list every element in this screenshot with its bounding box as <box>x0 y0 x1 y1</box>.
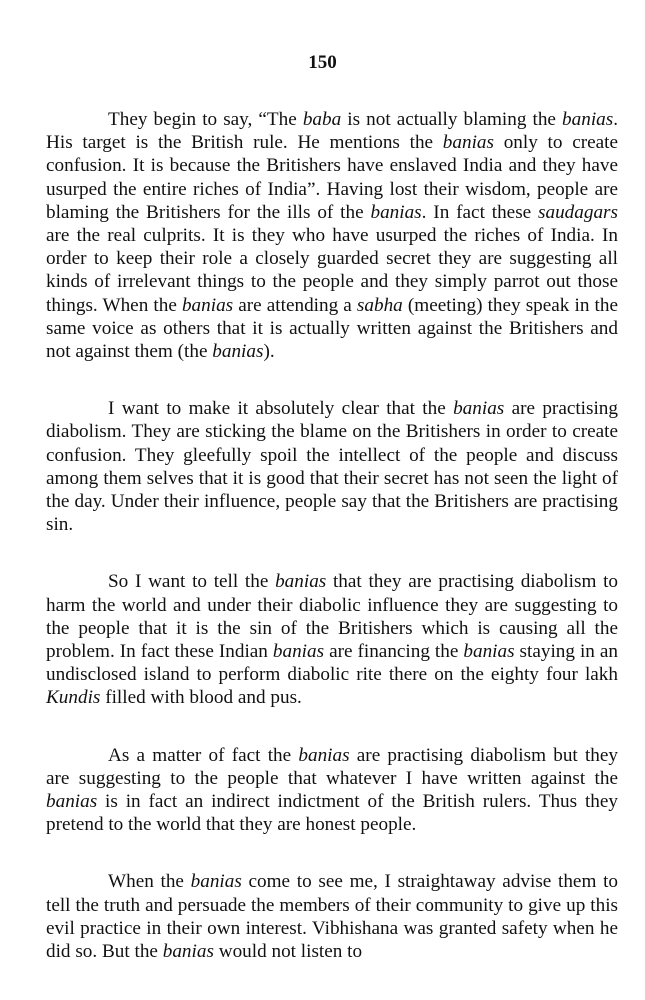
text-run: When the <box>108 871 191 893</box>
text-run: is not actually blaming the <box>341 109 563 130</box>
paragraph <box>46 744 618 837</box>
italic-term: banias <box>463 641 515 663</box>
italic-term: banias <box>272 641 325 663</box>
text-run: is in fact an indirect indictment of the British rulers. Thus they pretend to the world that they are honest people. <box>46 791 618 836</box>
text-run: are the real culprits. It is they who have usurped the riches of India. In order to keep their role a closely guarded secret they are suggesting all kinds of irrelevant things to the people and they simply parrot out those things. When the <box>46 225 618 316</box>
text-run: . In fact these <box>421 201 539 223</box>
italic-term: saudagars <box>538 201 618 223</box>
italic-term: Kundis <box>46 687 101 709</box>
text-run: I want to make it absolutely clear that the <box>108 398 454 420</box>
body-text <box>46 108 618 997</box>
italic-term: banias <box>453 398 505 420</box>
italic-term: sabha <box>356 294 403 316</box>
italic-term: banias <box>190 871 242 893</box>
text-run: are attending a <box>233 294 357 316</box>
paragraph <box>46 570 618 709</box>
text-run: come to see me, I straightaway advise them to tell the truth and persuade the members of their community to give up this evil practice in their own interest. Vibhishana was granted safety when he did so. But the <box>46 871 618 963</box>
text-run: only to create confusion. It is because the Britishers have enslaved India and they have usurped the entire riches of India”. Having lost their wisdom, people are blaming the Britishers for the ills of the <box>46 132 618 223</box>
paragraph <box>46 108 618 363</box>
text-run: . His target is the British rule. He mentions the <box>46 109 619 154</box>
text-run: are practising diabolism but they are suggesting to the people that whatever I have written against the <box>46 744 618 789</box>
italic-term: banias <box>562 109 614 130</box>
text-run: would not listen to <box>213 941 363 963</box>
text-run: As a matter of fact the <box>108 744 299 766</box>
text-run: are financing the <box>324 641 464 663</box>
text-run: ). <box>263 341 275 363</box>
italic-term: banias <box>181 294 234 316</box>
text-run: are practising diabolism. They are sticking the blame on the Britishers in order to create confusion. They gleefully spoil the intellect of the people and discuss among them selves that it is good that their secret has not seen the light of the day. Under their influence, people say that the Britishers are practising sin. <box>46 398 618 536</box>
paragraph <box>46 870 618 963</box>
text-run: So I want to tell the <box>108 571 276 593</box>
text-run: (meeting) they speak in the same voice as others that it is actually written against the Britishers and not against them (the <box>46 294 618 363</box>
text-run: filled with blood and pus. <box>100 687 302 709</box>
italic-term: banias <box>298 744 350 766</box>
text-run: staying in an undisclosed island to perform diabolic rite there on the eighty four lakh <box>46 641 619 686</box>
italic-term: banias <box>212 341 264 363</box>
text-run: that they are practising diabolism to harm the world and under their diabolic influence they are suggesting to the people that it is the sin of the Britishers which is causing all the problem. In fact these Indian <box>46 571 619 663</box>
page-number: 150 <box>308 52 337 73</box>
paragraph <box>46 397 618 536</box>
italic-term: baba <box>302 109 342 130</box>
italic-term: banias <box>442 132 494 154</box>
italic-term: banias <box>275 571 327 593</box>
italic-term: banias <box>46 791 98 813</box>
italic-term: banias <box>370 201 422 223</box>
italic-term: banias <box>162 941 214 963</box>
text-run: They begin to say, “The <box>108 109 303 130</box>
